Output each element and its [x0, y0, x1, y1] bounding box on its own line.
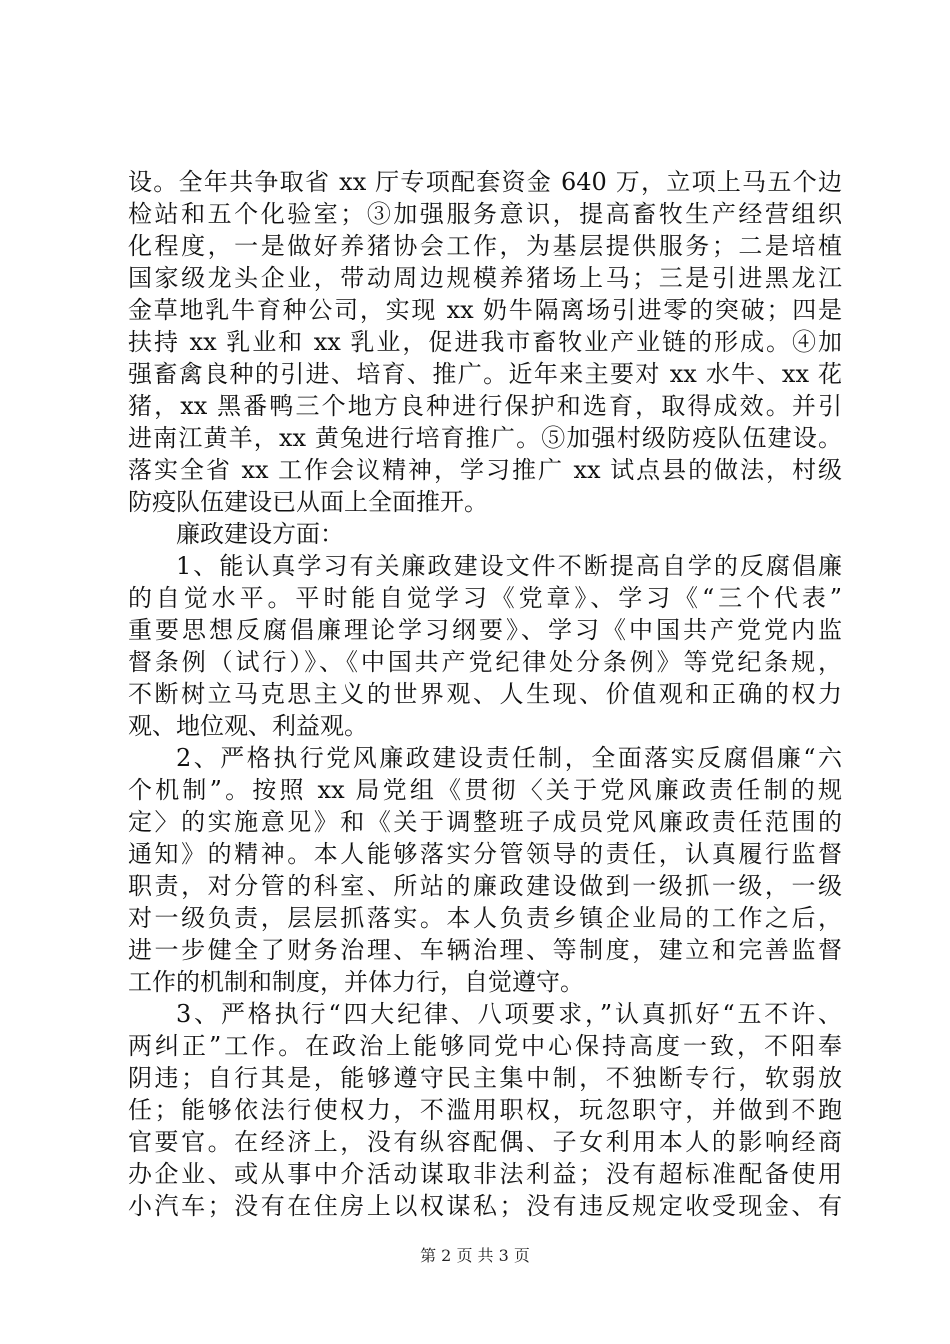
- text-line: 不断树立马克思主义的世界观、人生现、价值观和正确的权力: [128, 680, 842, 708]
- text-line: 落实全省 xx 工作会议精神，学习推广 xx 试点县的做法，村级: [128, 456, 842, 484]
- text-line: 强畜禽良种的引进、培育、推广。近年来主要对 xx 水牛、xx 花: [128, 360, 842, 388]
- text-line: 督条例（试行）》、《中国共产党纪律处分条例》等党纪条规，: [128, 648, 842, 676]
- text-line: 检站和五个化验室；③加强服务意识，提高畜牧生产经营组织: [128, 200, 842, 228]
- text-line: 任；能够依法行使权力，不滥用职权，玩忽职守，并做到不跑: [128, 1096, 842, 1124]
- document-body: [128, 166, 842, 1222]
- text-line: 的自觉水平。平时能自觉学习《党章》、学习《“三个代表”: [128, 584, 842, 612]
- text-line: 金草地乳牛育种公司，实现 xx 奶牛隔离场引进零的突破；四是: [128, 296, 842, 324]
- text-line: 国家级龙头企业，带动周边规模养猪场上马；三是引进黑龙江: [128, 264, 842, 292]
- text-line: 进一步健全了财务治理、车辆治理、等制度，建立和完善监督: [128, 936, 842, 964]
- text-line: 办企业、或从事中介活动谋取非法利益；没有超标准配备使用: [128, 1160, 842, 1188]
- text-line: 观、地位观、利益观。: [128, 712, 368, 740]
- section-heading: 廉政建设方面：: [176, 520, 344, 548]
- text-line: 通知》的精神。本人能够落实分管领导的责任，认真履行监督: [128, 840, 842, 868]
- text-line: 3、严格执行“四大纪律、八项要求，”认真抓好“五不许、: [176, 1000, 842, 1028]
- text-line: 2、严格执行党风廉政建设责任制，全面落实反腐倡廉“六: [176, 744, 842, 772]
- text-line: 两纠正”工作。在政治上能够同党中心保持高度一致，不阳奉: [128, 1032, 842, 1060]
- text-line: 猪，xx 黑番鸭三个地方良种进行保护和选育，取得成效。并引: [128, 392, 842, 420]
- text-line: 定〉的实施意见》和《关于调整班子成员党风廉政责任范围的: [128, 808, 842, 836]
- text-line: 化程度，一是做好养猪协会工作，为基层提供服务；二是培植: [128, 232, 842, 260]
- text-line: 职责，对分管的科室、所站的廉政建设做到一级抓一级，一级: [128, 872, 842, 900]
- text-line: 进南江黄羊，xx 黄兔进行培育推广。⑤加强村级防疫队伍建设。: [128, 424, 842, 452]
- text-line: 重要思想反腐倡廉理论学习纲要》、学习《中国共产党党内监: [128, 616, 842, 644]
- text-line: 工作的机制和制度，并体力行，自觉遵守。: [128, 968, 584, 996]
- text-line: 扶持 xx 乳业和 xx 乳业，促进我市畜牧业产业链的形成。④加: [128, 328, 842, 356]
- text-line: 官要官。在经济上，没有纵容配偶、子女利用本人的影响经商: [128, 1128, 842, 1156]
- text-line: 阴违；自行其是，能够遵守民主集中制，不独断专行，软弱放: [128, 1064, 842, 1092]
- text-line: 1、能认真学习有关廉政建设文件不断提高自学的反腐倡廉: [176, 552, 842, 580]
- text-line: 设。全年共争取省 xx 厅专项配套资金 640 万，立项上马五个边: [128, 168, 842, 196]
- page-number-footer: 第 2 页 共 3 页: [420, 1246, 530, 1265]
- text-line: 对一级负责，层层抓落实。本人负责乡镇企业局的工作之后，: [128, 904, 842, 932]
- text-line: 防疫队伍建设已从面上全面推开。: [128, 488, 488, 516]
- text-line: 个机制”。按照 xx 局党组《贯彻〈关于党风廉政责任制的规: [128, 776, 842, 804]
- text-line: 小汽车；没有在住房上以权谋私；没有违反规定收受现金、有: [128, 1192, 842, 1220]
